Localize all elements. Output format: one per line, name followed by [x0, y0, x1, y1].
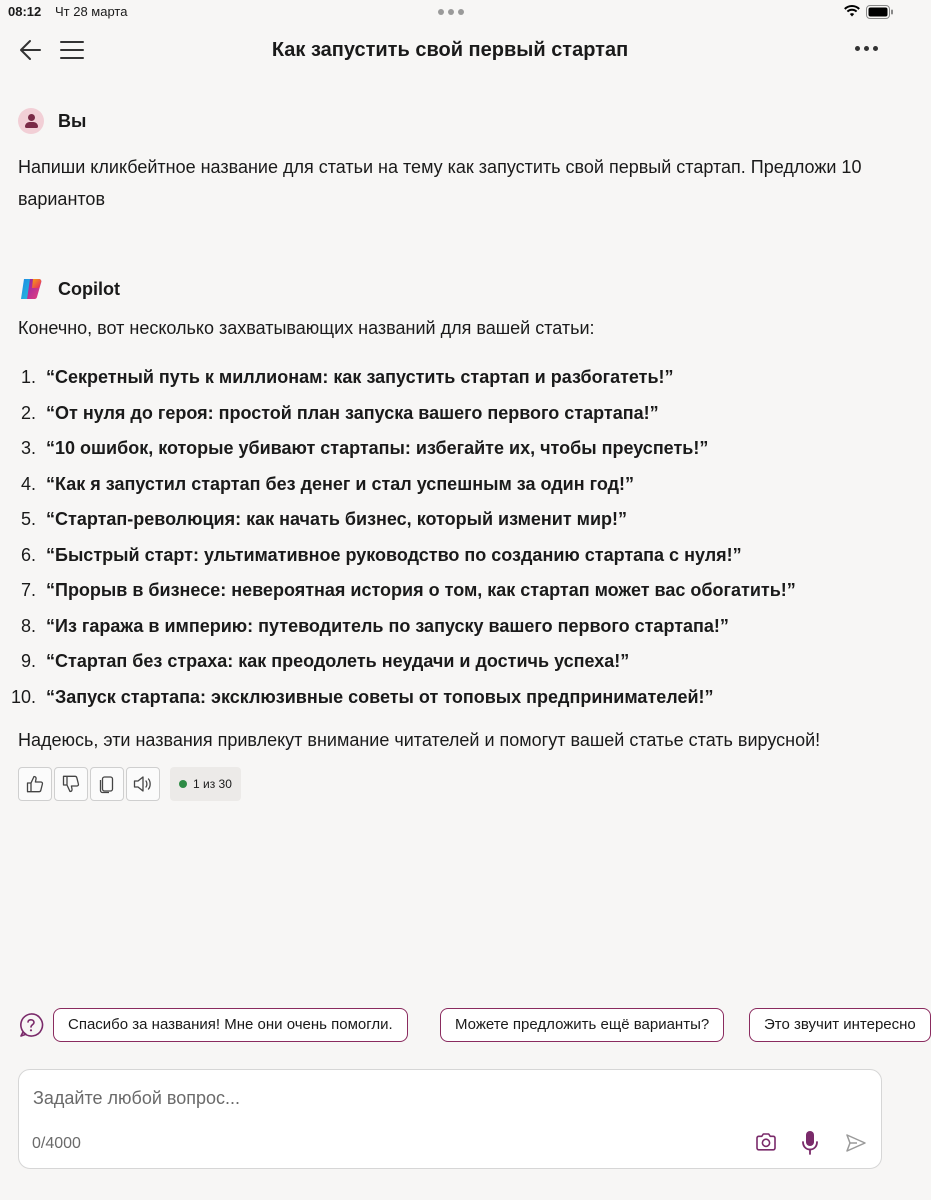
app-header	[0, 28, 900, 74]
list-item-text: “Стартап без страха: как преодолеть неудачи и достичь успеха!”	[46, 651, 630, 671]
camera-icon[interactable]	[755, 1132, 777, 1152]
user-author-row	[18, 108, 86, 134]
user-avatar	[18, 108, 44, 134]
suggestion-chip[interactable]: Можете предложить ещё варианты?	[440, 1008, 724, 1042]
hamburger-menu-icon[interactable]	[60, 40, 84, 60]
list-item	[0, 361, 900, 397]
back-arrow-icon[interactable]	[18, 38, 44, 62]
user-author-name: Вы	[58, 110, 87, 131]
response-counter-label: 1 из 30	[193, 777, 232, 791]
user-message-text: Напиши кликбейтное название для статьи на тему как запустить свой первый стартап. Предложи 10 вариантов	[18, 157, 862, 209]
response-counter	[170, 767, 241, 801]
list-item-text: “Из гаража в империю: путеводитель по запуску вашего первого стартапа!”	[46, 615, 729, 636]
suggestion-chip[interactable]: Спасибо за названия! Мне они очень помогли.	[53, 1008, 408, 1042]
list-item-text: “Быстрый старт: ультимативное руководство по созданию стартапа с нуля!”	[46, 544, 742, 565]
status-time: 08:12	[8, 4, 42, 19]
like-button[interactable]	[18, 767, 52, 801]
message-composer	[18, 1069, 882, 1169]
multitasking-dots[interactable]	[438, 9, 464, 15]
list-item	[0, 574, 900, 610]
list-item-text: “Запуск стартапа: эксклюзивные советы от топовых предпринимателей!”	[46, 686, 714, 707]
copilot-intro: Конечно, вот несколько захватывающих названий для вашей статьи:	[18, 318, 595, 338]
list-item-number: 2.	[20, 402, 36, 423]
title-list	[0, 361, 900, 716]
list-item-text: “Стартап-революция: как начать бизнес, который изменит мир!”	[46, 509, 628, 529]
question-icon[interactable]	[18, 1012, 44, 1038]
list-item-text: “Секретный путь к миллионам: как запустить стартап и разбогатеть!”	[46, 367, 674, 387]
list-item-text: “От нуля до героя: простой план запуска вашего первого стартапа!”	[46, 402, 659, 423]
list-item	[0, 468, 900, 504]
list-item	[0, 645, 900, 681]
more-options-icon[interactable]	[855, 46, 878, 51]
list-item-number: 5.	[20, 509, 36, 529]
status-date: Чт 28 марта	[55, 4, 128, 19]
status-bar	[0, 0, 900, 24]
list-item-text: “10 ошибок, которые убивают стартапы: избегайте их, чтобы преуспеть!”	[46, 438, 709, 458]
status-dot	[179, 780, 187, 788]
list-item-number: 8.	[20, 615, 36, 636]
list-item-number: 9.	[20, 651, 36, 671]
char-counter: 0/4000	[32, 1135, 81, 1152]
wifi-icon	[843, 4, 861, 18]
dislike-button[interactable]	[54, 767, 88, 801]
microphone-icon[interactable]	[801, 1130, 819, 1156]
list-item-number: 6.	[20, 544, 36, 565]
copilot-outro: Надеюсь, эти названия привлекут внимание читателей и помогут вашей статье стать вирусной!	[18, 730, 821, 750]
message-actions	[18, 767, 241, 801]
copilot-author-name: Copilot	[58, 278, 120, 299]
list-item-number: 1.	[20, 367, 36, 387]
thumbs-up-icon	[25, 774, 45, 794]
list-item-number: 10.	[10, 686, 36, 707]
list-item	[0, 539, 900, 575]
question-input[interactable]	[31, 1084, 835, 1112]
list-item-text: “Прорыв в бизнесе: невероятная история о том, как стартап может вас обогатить!”	[46, 580, 796, 600]
copy-icon	[97, 774, 117, 794]
list-item	[0, 432, 900, 468]
list-item-number: 3.	[20, 438, 36, 458]
list-item	[0, 397, 900, 433]
copy-button[interactable]	[90, 767, 124, 801]
suggestion-chip[interactable]: Это звучит интересно	[749, 1008, 931, 1042]
list-item-number: 7.	[20, 580, 36, 600]
copilot-author-row	[18, 276, 120, 302]
thumbs-down-icon	[61, 774, 81, 794]
send-icon[interactable]	[845, 1132, 867, 1154]
list-item-text: “Как я запустил стартап без денег и стал успешным за один год!”	[46, 473, 635, 494]
list-item	[0, 503, 900, 539]
page-title: Как запустить свой первый стартап	[271, 39, 629, 61]
battery-icon	[866, 5, 894, 19]
suggestion-bar	[18, 1008, 916, 1042]
list-item	[0, 610, 900, 646]
list-item	[0, 681, 900, 717]
speaker-icon	[132, 774, 154, 794]
list-item-number: 4.	[20, 473, 36, 494]
copilot-logo-icon	[18, 276, 44, 302]
read-aloud-button[interactable]	[126, 767, 160, 801]
